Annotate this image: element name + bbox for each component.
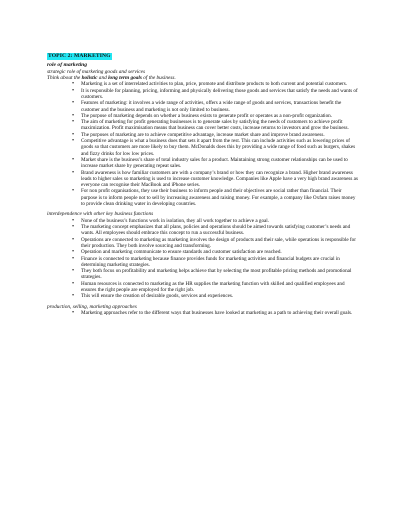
list-item: • This will ensure the creation of desirable goods, services and experiences. (72, 293, 359, 299)
bullet-list-role-of-marketing (47, 81, 359, 207)
list-item: • Features of marketing: it involves a wide range of activities, offers a wide range of goods and services, transactions benefit the customer and the business and marketing is not only limited to business. (72, 100, 359, 113)
list-item: • For non profit organisations, they use their business to inform people and their objectives are social rather than financial. Their purpose is to inform people not to sell by increasing awareness and raising money. For example, a company like Oxfam raises money to provide clean drinking water in developing countries. (72, 188, 359, 207)
list-item: • Marketing approaches refer to the different ways that businesses have looked at marketing as a path to achieving their overall goals. (72, 310, 359, 316)
list-item: • The purpose of marketing depends on whether a business exists to generate profit or operates as a non-profit organization. (72, 113, 359, 119)
lead-text-after: of the business. (141, 75, 176, 81)
list-item: • The aim of marketing for profit generating businesses is to generate sales by satisfying the needs of customers to achieve profit maximization. Profit maximisation means that business can cover better costs, increase returns to investors and grow the business. (72, 119, 359, 132)
list-item: • Competitive advantage is what a business does that sets it apart from the rest. This can include activities such as lowering prices of goods so that customers are more likely to buy them. McDonalds does this by providing a wide range of food such as burgers, shakes and fizzy drinks for low low prices. (72, 138, 359, 157)
topic-heading: TOPIC 2: MARKETING (48, 53, 111, 59)
list-item: • Brand awareness is how familiar customers are with a company’s brand or how they can recognize a brand. Higher brand awareness leads to higher sales so marketing is used to increase customer knowledge. Companies like Apple have a very high brand awareness as everyone can recognise their MacBook and iPhone series. (72, 170, 359, 189)
lead-text-mid: and (97, 75, 109, 81)
list-item: • Operation and marketing communicate to ensure standards and customer satisfaction are reached. (72, 249, 359, 255)
list-item: • They both focus on profitability and marketing helps achieve that by selecting the most profitable pricing methods and promotional strategies. (72, 268, 359, 281)
list-item: • None of the business’s functions work in isolation, they all work together to achieve a goal. (72, 218, 359, 224)
list-item: • Finance is connected to marketing because finance provides funds for marketing activities and financial budgets are crucial in determining marketing strategies. (72, 256, 359, 269)
list-item: • Marketing is a set of interrelated activities to plan, price, promote and distribute products to both current and potential customers. (72, 81, 359, 87)
document-content (47, 44, 359, 320)
lead-text-before: Think about the (47, 75, 82, 81)
section-heading-interdependence: interdependence with other key business functions (47, 211, 154, 218)
lead-bold-long-term-goals: long term goals (108, 75, 142, 81)
bullet-list-interdependence (47, 218, 359, 300)
list-item: • Market share is the business’s share of total industry sales for a product. Maintaining strong customer relationships can be used to increase market share by generating repeat sales. (72, 157, 359, 170)
list-item: • The purposes of marketing are to achieve competitive advantage, increase market share and improve brand awareness. (72, 132, 359, 138)
list-item: • The marketing concept emphasizes that all plans, policies and operations should be aimed towards satisfying customer’s needs and wants. All employees should embrace this concept to run a successful business. (72, 224, 359, 237)
lead-bold-holistic: holistic (81, 75, 98, 81)
section-heading-approaches: production, selling, marketing approaches (47, 303, 137, 310)
list-item: • Human resources is connected to marketing as the HR supplies the marketing function with skilled and qualified employees and ensures the right people are employed for the right job. (72, 281, 359, 294)
section-subheading-strategic-role: strategic role of marketing goods and services (47, 68, 146, 75)
list-item: • Operations are connected to marketing as marketing involves the design of products and their sale, while operations is responsible for their production. They both involve sourcing and transforming. (72, 237, 359, 250)
bullet-list-approaches (47, 310, 359, 316)
list-item: • It is responsible for planning, pricing, informing and physically delivering those goods and services that satisfy the needs and wants of customers. (72, 88, 359, 101)
section-heading-role-of-marketing: role of marketing (47, 62, 88, 68)
